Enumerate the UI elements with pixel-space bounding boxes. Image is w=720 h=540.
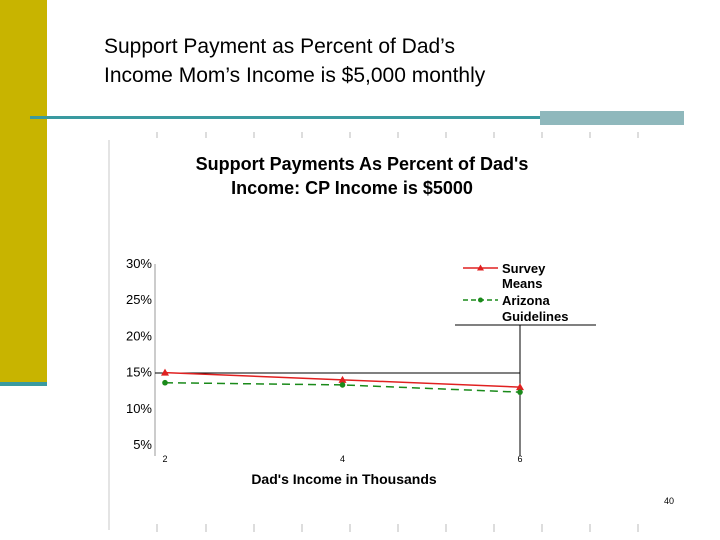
data-point-arizona-guidelines (517, 389, 523, 395)
slide-title-line-1: Support Payment as Percent of Dad’s (104, 35, 455, 58)
x-tick-labels (162, 454, 522, 464)
chart-title-line-1: Support Payments As Percent of Dad's (195, 154, 529, 174)
y-tick-label: 30% (125, 256, 152, 271)
x-tick-label: 4 (339, 454, 346, 464)
legend-label-arizona-line-1: Arizona (502, 293, 550, 308)
slide-title-line-2: Income Mom’s Income is $5,000 monthly (104, 64, 486, 87)
legend-marker-arizona (478, 298, 483, 303)
y-tick-label: 15% (125, 364, 152, 380)
x-tick-label: 6 (517, 454, 523, 464)
slide-number: 40 (664, 496, 675, 506)
legend (455, 261, 596, 325)
chart-title-line-2: Income: CP Income is $5000 (231, 178, 473, 198)
legend-label-survey-line-2: Means (502, 276, 543, 291)
y-tick-label: 20% (125, 328, 152, 344)
top-tick-row (157, 132, 638, 138)
legend-label-survey-line-1: Survey (502, 261, 546, 276)
x-tick-label: 2 (162, 454, 168, 464)
x-axis-title: Dad's Income in Thousands (251, 471, 437, 487)
y-tick-label: 25% (125, 292, 152, 308)
data-point-arizona-guidelines (340, 382, 346, 388)
bottom-tick-row (157, 524, 638, 532)
legend-label-arizona-line-2: Guidelines (502, 309, 569, 324)
y-tick-label: 5% (133, 437, 152, 452)
data-point-arizona-guidelines (162, 380, 168, 386)
y-tick-label: 10% (125, 400, 152, 416)
y-tick-labels (126, 256, 152, 452)
